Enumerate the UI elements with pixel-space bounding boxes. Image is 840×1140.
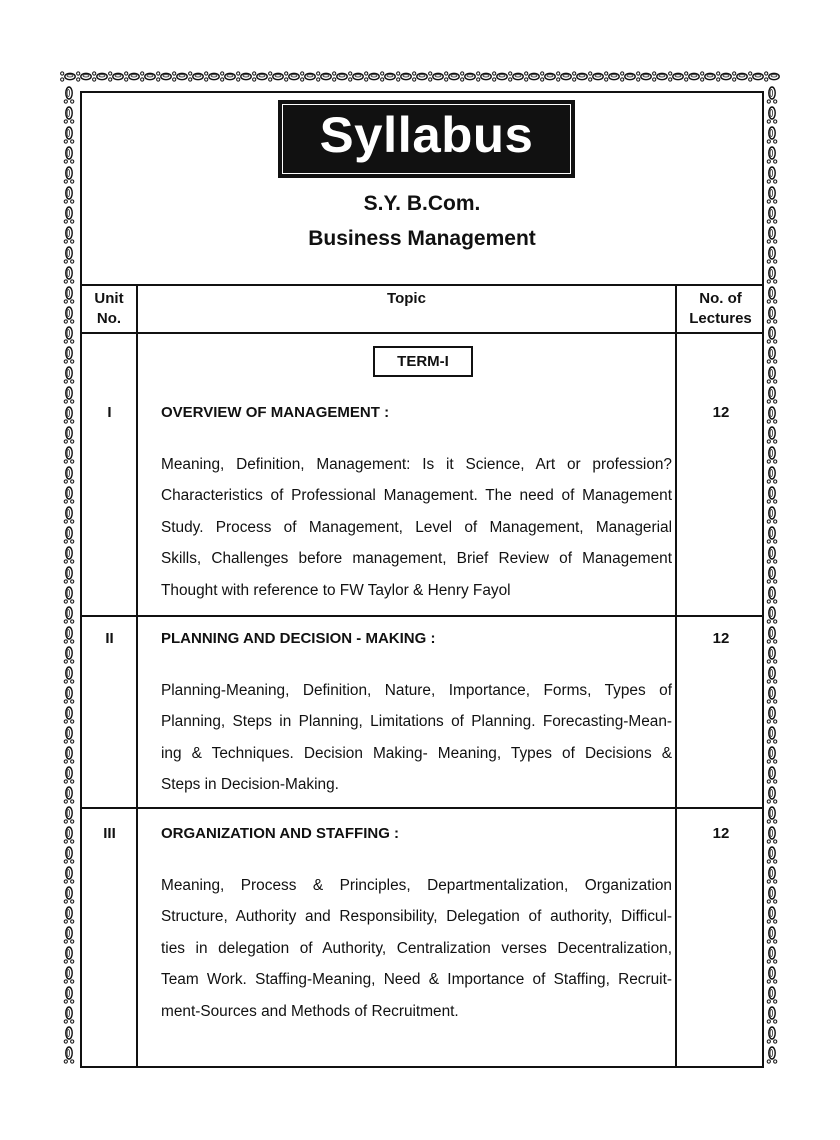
unit-description [161,675,672,801]
header-unit-no [82,289,136,329]
header-lectures-line1: No. of [699,290,742,307]
lecture-count: 12 [712,404,730,421]
course-title: S.Y. B.Com. [363,192,481,215]
unit-number: II [105,630,114,647]
description-line: Meaning, Definition, Management: Is it Science, Art or profession? [161,456,672,473]
description-line: Planning-Meaning, Definition, Nature, Importance, Forms, Types of [161,682,672,699]
description-line: Steps in Decision-Making. [161,776,339,794]
unit-title: OVERVIEW OF MANAGEMENT : [161,404,390,421]
unit-title: PLANNING AND DECISION - MAKING : [161,630,436,647]
header-topic: Topic [387,290,426,307]
table-top-border [80,284,764,286]
banner-title: Syllabus [319,107,534,163]
chain-border-left-icon [62,86,76,1076]
description-line: Meaning, Process & Principles, Departmentalization, Organization [161,877,672,894]
unit-title: ORGANIZATION AND STAFFING : [161,825,400,842]
syllabus-banner [278,100,575,178]
lecture-count: 12 [712,825,730,842]
chain-border-top-icon [60,70,780,84]
lectures-column-divider [675,284,677,1068]
unit-number: I [107,404,112,421]
lecture-count: 12 [712,630,730,647]
description-line: ment-Sources and Methods of Recruitment. [161,1002,459,1020]
header-unit-line2: No. [96,310,122,327]
header-lectures-line2: Lectures [689,310,752,327]
description-line: Planning, Steps in Planning, Limitations of Planning. Forecasting-Mean- [161,713,672,731]
description-line: ing & Techniques. Decision Making- Meaning, Types of Decisions & [161,744,672,762]
description-line: Characteristics of Professional Management. The need of Management [161,487,672,505]
description-line: Study. Process of Management, Level of Management, Managerial [161,518,672,536]
header-lectures [677,289,764,329]
term-label: TERM-I [373,346,473,377]
unit-description [161,449,672,606]
header-bottom-border [80,332,764,334]
row-divider-2 [80,807,764,809]
description-line: Skills, Challenges before management, Brief Review of Management [161,550,672,568]
unit-description [161,870,672,1027]
chain-border-right-icon [765,86,779,1076]
row-divider-1 [80,615,764,617]
description-line: Thought with reference to FW Taylor & Henry Fayol [161,581,511,599]
unit-number: III [103,825,116,842]
description-line: Structure, Authority and Responsibility, Delegation of authority, Difficul- [161,908,672,926]
subject-title: Business Management [308,227,536,250]
header-unit-line1: Unit [94,290,124,307]
unit-column-divider [136,284,138,1068]
description-line: ties in delegation of Authority, Centralization verses Decentralization, [161,939,672,957]
description-line: Team Work. Staffing-Meaning, Need & Importance of Staffing, Recruit- [161,971,672,989]
